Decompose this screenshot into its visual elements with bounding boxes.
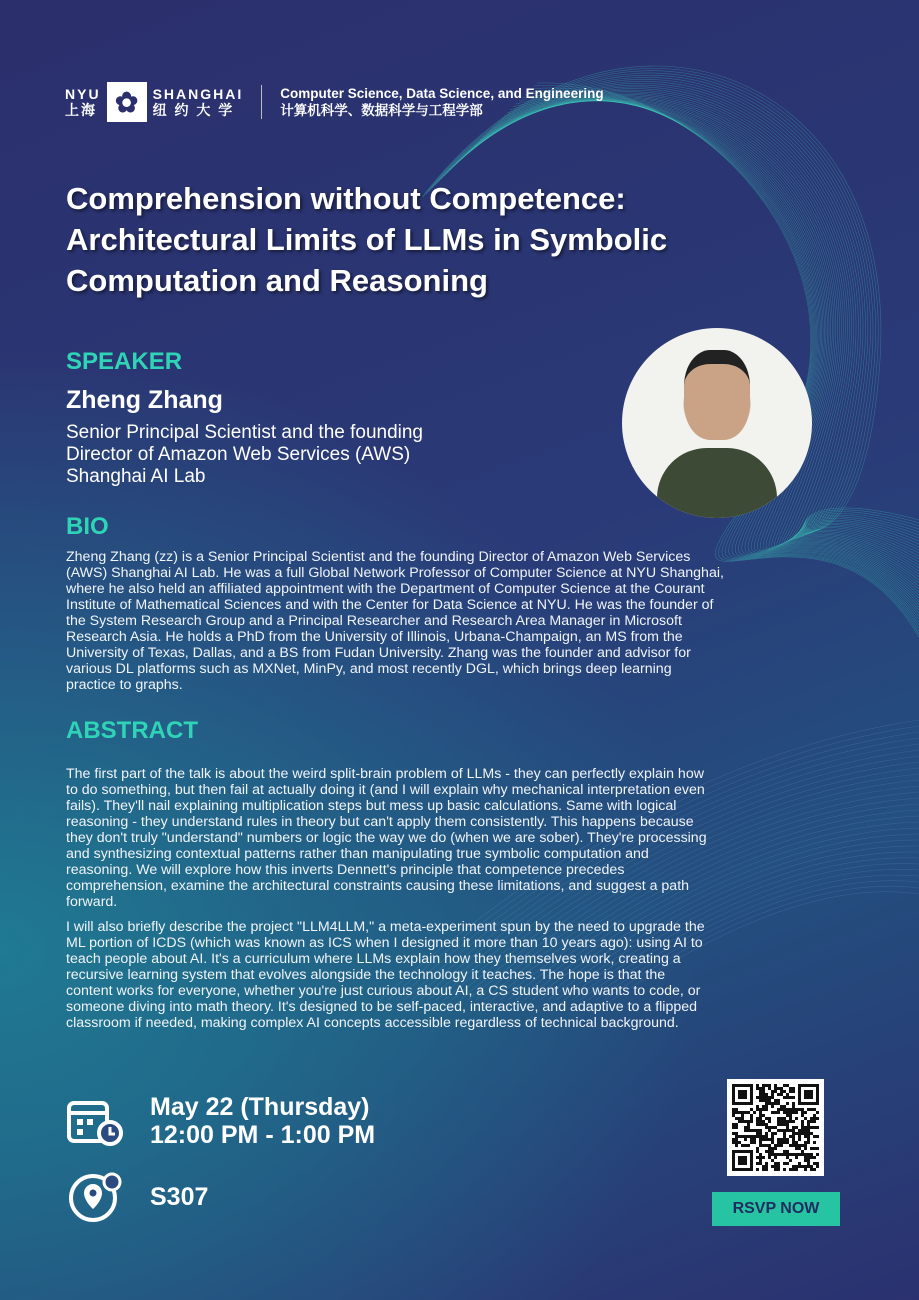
event-date: May 22 (Thursday): [150, 1093, 370, 1121]
bio-heading: BIO: [66, 513, 109, 540]
logo-shanghai-cn: 上海: [65, 102, 97, 118]
rsvp-qr-code[interactable]: [727, 1079, 824, 1176]
speaker-photo: [622, 328, 812, 518]
logo-flower-icon: ✿: [107, 82, 147, 122]
logo-shanghai: SHANGHAI: [152, 86, 244, 102]
title-line: Architectural Limits of LLMs in Symbolic: [66, 222, 668, 257]
nyu-shanghai-logo: [65, 82, 604, 122]
event-time: 12:00 PM - 1:00 PM: [150, 1121, 376, 1149]
title-line: Computation and Reasoning: [66, 263, 488, 298]
logo-nyu: NYU: [65, 86, 101, 102]
location-pin-icon: [66, 1172, 124, 1222]
rsvp-button[interactable]: RSVP NOW: [712, 1192, 840, 1226]
abstract-paragraph-2: I will also briefly describe the project "LLM4LLM," a meta-experiment spun by the need to upgrade the ML portion of ICDS (which was known as ICS when I designed it more than 10 years ago): using AI to teach people about AI. It's a curriculum where LLMs explain how they themselves work, creating a recursive learning system that evolves alongside the technology it teaches. The hope is that the content works for everyone, whether you're just curious about AI, a CS student who wants to code, or someone diving into math theory. It's designed to be self-paced, interactive, and adaptive to a flipped classroom if needed, making complex AI concepts accessible regardless of technical background.: [66, 919, 705, 1031]
bio-text: Zheng Zhang (zz) is a Senior Principal Scientist and the founding Director of Amazon Web Services (AWS) Shanghai AI Lab. He was a full Global Network Professor of Computer Science at NYU Shanghai, where he also held an affiliated appointment with the Department of Computer Science at the Courant Institute of Mathematical Sciences and with the Center for Data Science at NYU. He was the founder of the System Research Group and a Principal Researcher and Research Area Manager in Microsoft Research Asia. He holds a PhD from the University of Illinois, Urbana-Champaign, an MS from the University of Texas, Dallas, and a BS from Fudan University. Zhang was the founder and advisor for various DL platforms such as MXNet, MinPy, and most recently DGL, which brings deep learning practice to graphs.: [66, 549, 724, 693]
event-location: S307: [150, 1183, 209, 1211]
title-line: Comprehension without Competence:: [66, 181, 626, 216]
logo-nyu-cn: 纽 约 大 学: [152, 102, 235, 118]
department-cn: 计算机科学、数据科学与工程学部: [280, 103, 483, 118]
speaker-role: Senior Principal Scientist and the founding Director of Amazon Web Services (AWS) Shanghai AI Lab: [66, 422, 424, 487]
abstract-paragraph-1: The first part of the talk is about the weird split-brain problem of LLMs - they can perfectly explain how to do something, but then fail at actually doing it (and I will explain why mechanical interpretation even fails). They'll nail explaining multiplication steps but mess up basic calculations. Same with logical reasoning - they understand rules in theory but can't apply them consistently. This happens because they don't truly "understand" numbers or logic the way we do (when we are sober). They're processing and synthesizing contextual patterns rather than manipulating true symbolic computation and reasoning. We will explore how this inverts Dennett's principle that competence precedes comprehension, examine the architectural constraints causing these limitations, and suggest a path forward.: [66, 766, 707, 910]
divider: [261, 85, 262, 119]
speaker-heading: SPEAKER: [66, 348, 183, 375]
calendar-clock-icon: [66, 1097, 124, 1147]
department-en: Computer Science, Data Science, and Engineering: [280, 86, 604, 101]
abstract-heading: ABSTRACT: [66, 717, 198, 744]
talk-title: [66, 178, 667, 301]
speaker-name: Zheng Zhang: [66, 386, 223, 414]
